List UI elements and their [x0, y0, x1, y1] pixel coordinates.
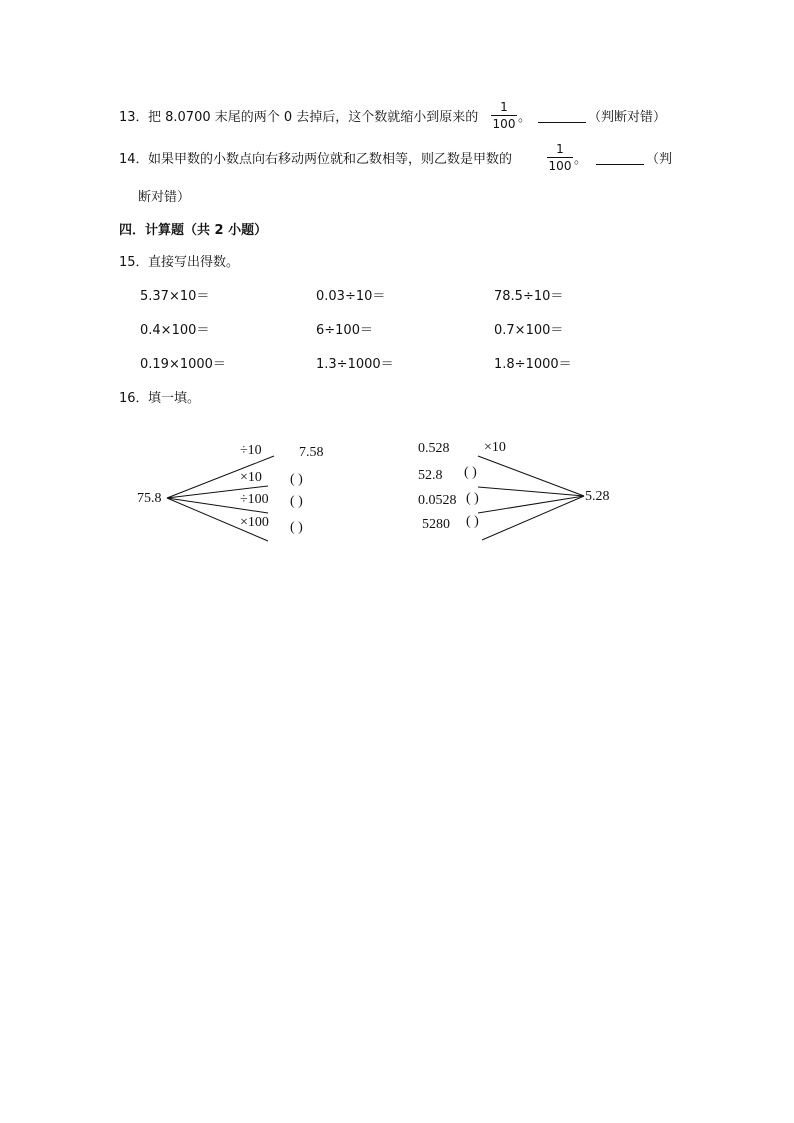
q15-number: 15． [119, 255, 149, 270]
q14-period: 。 [574, 152, 588, 167]
right-fan-line [478, 487, 584, 496]
q14-number: 14． [119, 152, 149, 167]
q13-fraction-numerator: 1 [500, 100, 508, 114]
q13-judge-note: （判断对错） [588, 110, 667, 125]
q13-period: 。 [518, 110, 532, 125]
q13-number: 13． [119, 110, 149, 125]
left-answer-blank[interactable]: ( ) [290, 472, 303, 487]
calc-item: 5.37×10＝ [140, 289, 210, 304]
q13-fraction-denominator: 100 [492, 117, 516, 131]
calc-item: 78.5÷10＝ [494, 289, 564, 304]
right-number: 0.0528 [418, 493, 457, 508]
left-source-number: 75.8 [137, 491, 162, 506]
right-op-label: ×10 [484, 440, 506, 455]
right-answer-blank[interactable]: ( ) [466, 491, 479, 506]
right-fan-line [478, 496, 584, 513]
q14-fraction-denominator: 100 [548, 159, 572, 173]
calc-item: 0.19×1000＝ [140, 357, 226, 372]
right-answer-blank[interactable]: ( ) [464, 465, 477, 480]
right-answer-blank[interactable]: ( ) [466, 514, 479, 529]
q16-text: 填一填。 [148, 391, 201, 406]
right-number: 5280 [422, 517, 450, 532]
calc-item: 1.8÷1000＝ [494, 357, 572, 372]
right-number: 0.528 [418, 441, 450, 456]
calc-item: 6÷100＝ [316, 323, 373, 338]
left-answer-blank[interactable]: ( ) [290, 520, 303, 535]
left-op-label: ×10 [240, 470, 262, 485]
left-answer-blank[interactable]: ( ) [290, 494, 303, 509]
left-op-label: ÷10 [240, 443, 262, 458]
q14-judge-note-start: （判 [646, 152, 673, 167]
section-title: 四．计算题（共 2 小题） [119, 223, 268, 238]
q14-text: 如果甲数的小数点向右移动两位就和乙数相等，则乙数是甲数的 [148, 152, 513, 167]
right-fan-line [478, 456, 584, 496]
q16-number: 16． [119, 391, 149, 406]
right-fan-line [482, 496, 584, 540]
calc-item: 0.7×100＝ [494, 323, 564, 338]
q14-fraction-numerator: 1 [556, 142, 564, 156]
left-op-label: ×100 [240, 515, 269, 530]
left-result: 7.58 [299, 445, 324, 460]
right-target-number: 5.28 [585, 489, 610, 504]
calc-item: 0.4×100＝ [140, 323, 210, 338]
q13-text: 把 8.0700 末尾的两个 0 去掉后，这个数就缩小到原来的 [148, 110, 479, 125]
q15-text: 直接写出得数。 [148, 255, 240, 270]
left-op-label: ÷100 [240, 492, 269, 507]
calc-item: 1.3÷1000＝ [316, 357, 394, 372]
right-number: 52.8 [418, 468, 443, 483]
q14-judge-note-end: 断对错） [138, 190, 191, 205]
calc-item: 0.03÷10＝ [316, 289, 386, 304]
